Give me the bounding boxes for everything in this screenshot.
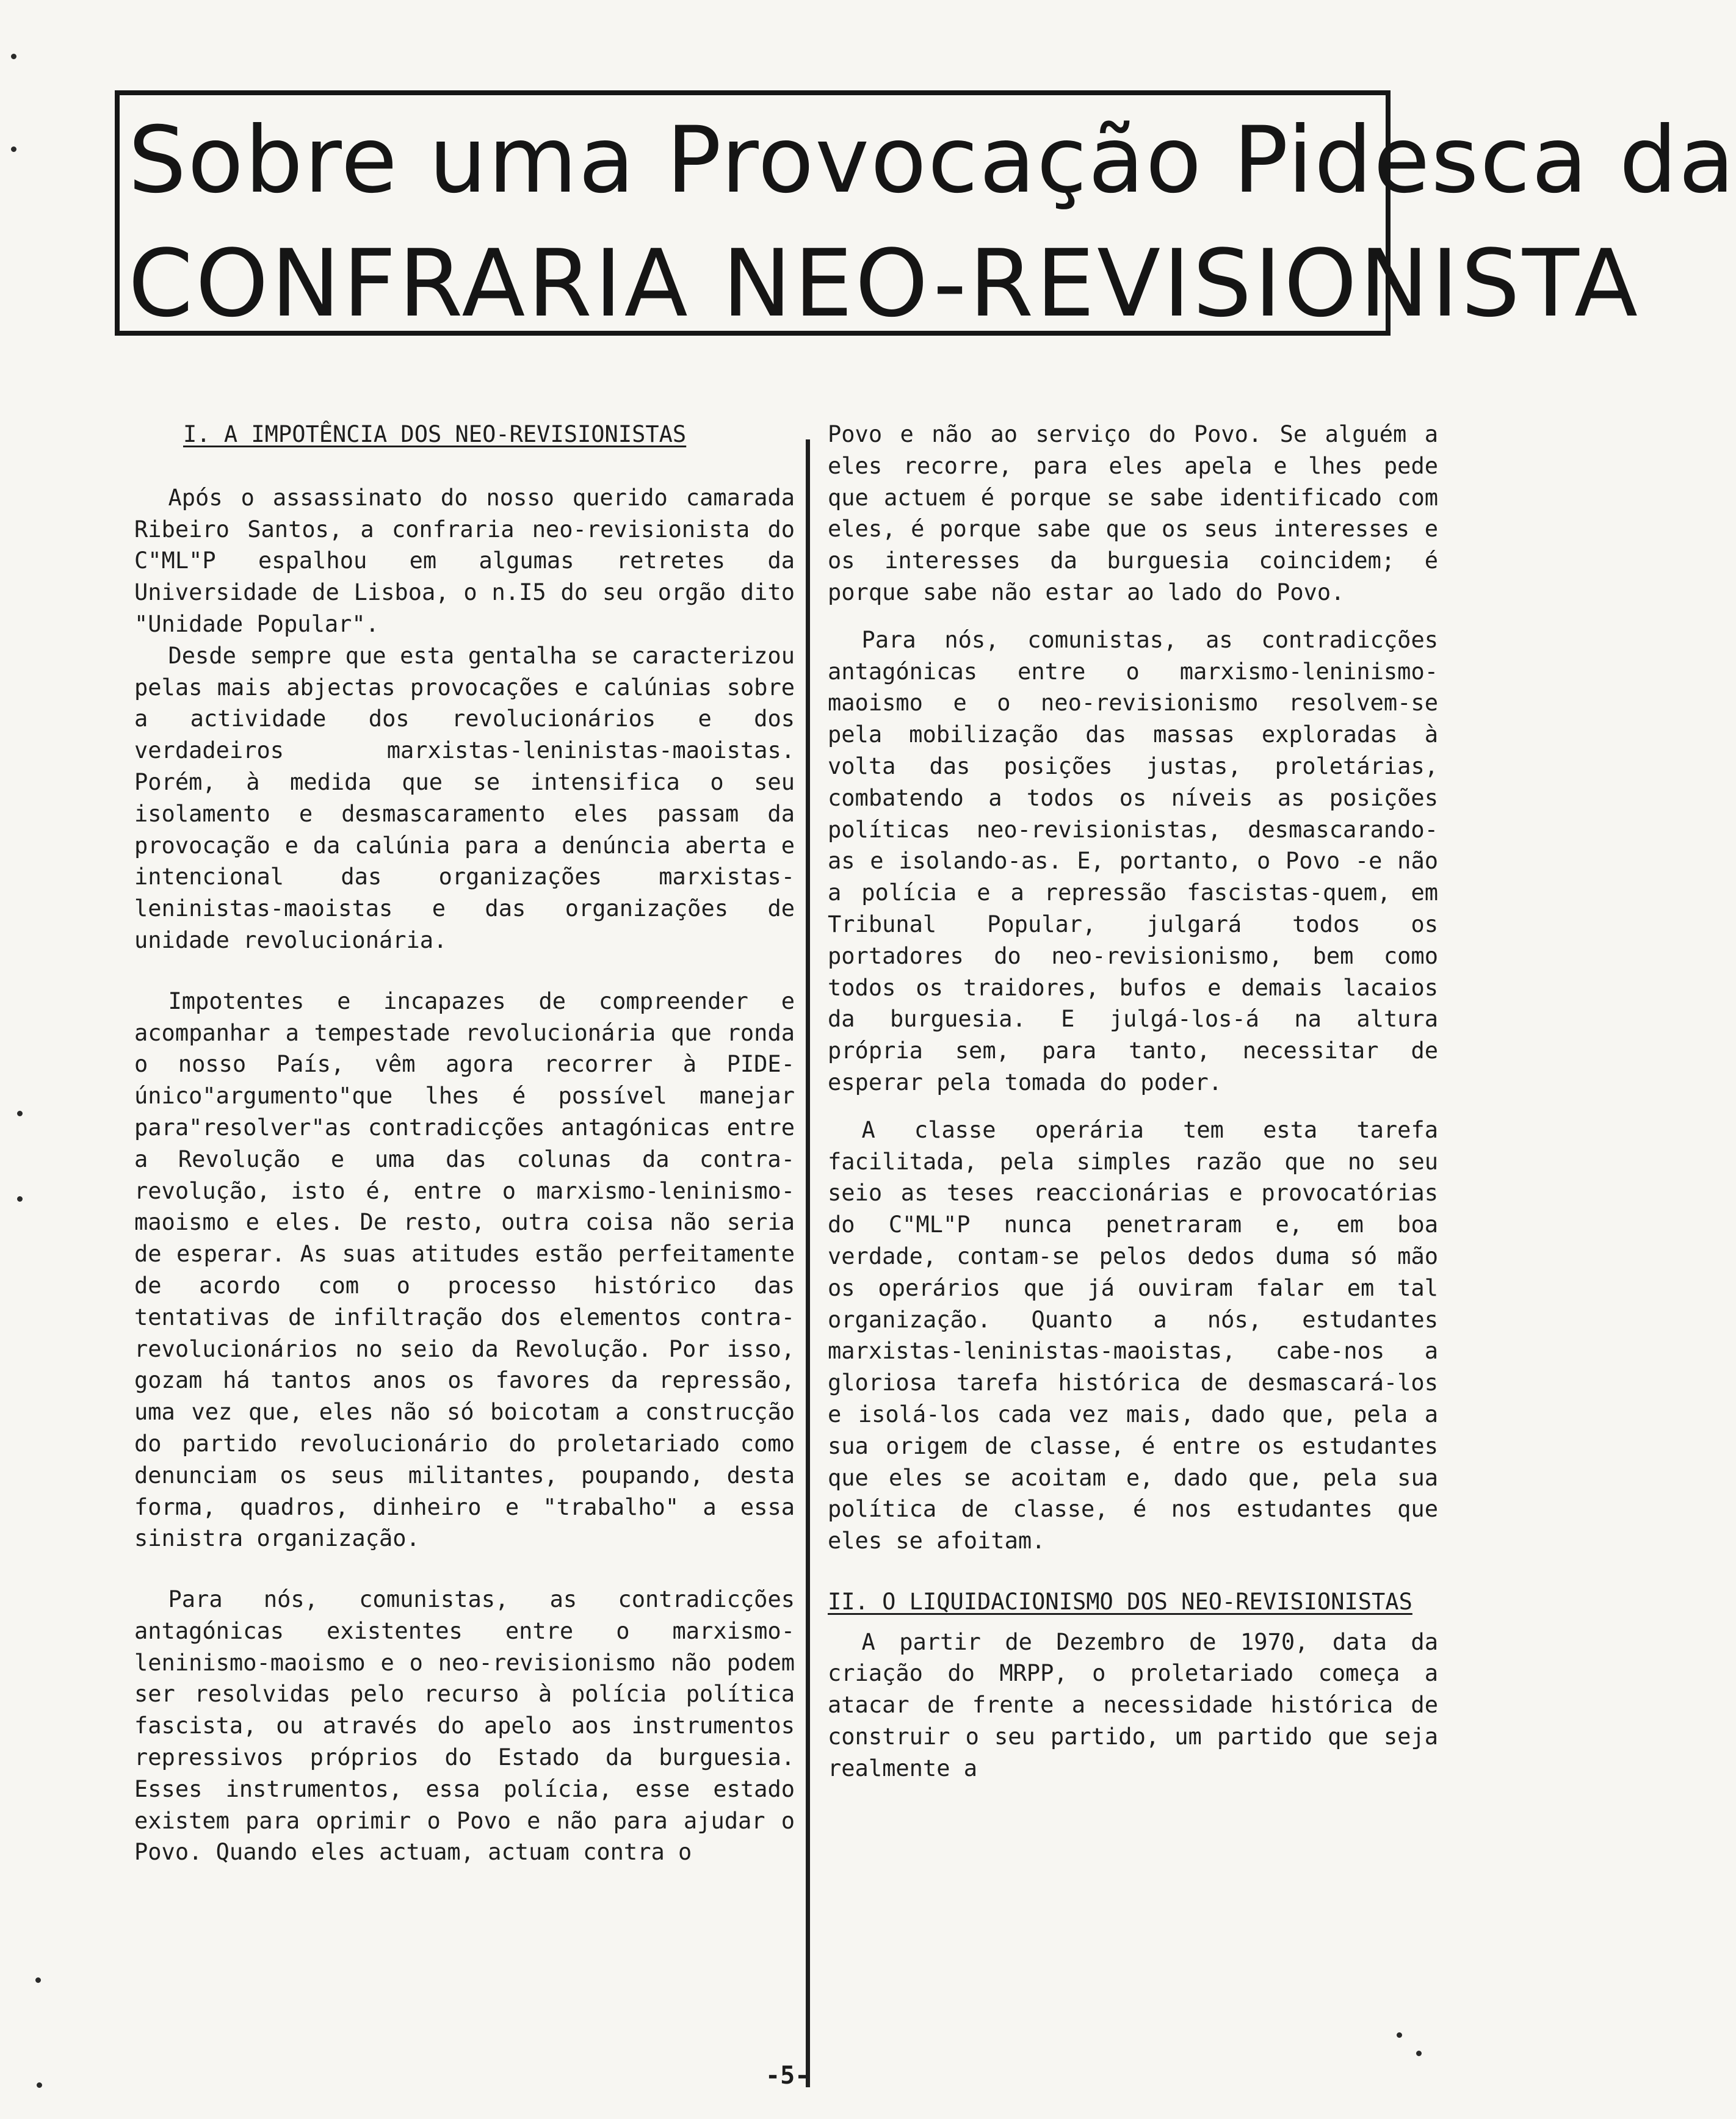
title-line-2: CONFRARIA NEO-REVISIONISTA [128,229,1640,338]
right-column [828,419,1438,1785]
section-heading-1: I. A IMPOTÊNCIA DOS NEO-REVISIONISTAS [183,421,687,447]
title-box [115,90,1736,338]
section-heading-2: II. O LIQUIDACIONISMO DOS NEO-REVISIONISTAS [828,1588,1412,1615]
scan-speck [11,146,16,152]
scan-speck [35,1977,41,1983]
scan-speck [17,1111,23,1116]
paragraph: Impotentes e incapazes de compreender e acompanhar a tempestade revolucionária que ronda o nosso País, vêm agora recorrer à PIDE-único"argumento"que lhes é possível manejar para"resolver"as contradicções antagónicas entre a Revolução e uma das colunas da contra-revolução, isto é, entre o marxismo-leninismo-maoismo e eles. De resto, outra coisa não seria de esperar. As suas atitudes estão perfeitamente de acordo com o processo histórico das tentativas de infiltração dos elementos contra-revolucionários no seio da Revolução. Por isso, gozam há tantos anos os favores da repressão, uma vez que, eles não só boicotam a construcção do partido revolucionário do proletariado como denunciam os seus militantes, poupando, desta forma, quadros, dinheiro e "trabalho" a essa sinistra organização. [134,987,795,1552]
title-line-1: Sobre uma Provocação Pidesca da [128,107,1736,214]
paragraph: Desde sempre que esta gentalha se caracterizou pelas mais abjectas provocações e calúnias sobre a actividade dos revolucionários e dos verdadeiros marxistas-leninistas-maoistas. Porém, à medida que se intensifica o seu isolamento e desmascaramento eles passam da provocação e da calúnia para a denúncia aberta e intencional das organizações marxistas-leninistas-maoistas e das organizações de unidade revolucionária. [134,642,795,953]
left-column [134,419,795,1868]
scan-speck [1397,2032,1402,2038]
paragraph: Para nós, comunistas, as contradicções antagónicas entre o marxismo-leninismo-maoismo e o neo-revisionismo resolvem-se pela mobilização das massas exploradas à volta das posições justas, proletárias, combatendo a todos os níveis as posições políticas neo-revisionistas, desmascarando-as e isolando-as. E, portanto, o Povo -e não a polícia e a repressão fascistas-quem, em Tribunal Popular, julgará todos os portadores do neo-revisionismo, bem como todos os traidores, bufos e demais lacaios da burguesia. E julgá-los-á na altura própria sem, para tanto, necessitar de esperar pela tomada do poder. [828,626,1438,1096]
paragraph: A classe operária tem esta tarefa facilitada, pela simples razão que no seu seio as teses reaccionárias e provocatórias do C"ML"P nunca penetraram e, em boa verdade, contam-se pelos dedos duma só mão os operários que já ouviram falar em tal organização. Quanto a nós, estudantes marxistas-leninistas-maoistas, cabe-nos a gloriosa tarefa histórica de desmascará-los e isolá-los cada vez mais, dado que, pela a sua origem de classe, é entre os estudantes que eles se acoitam e, dado que, pela sua política de classe, é nos estudantes que eles se afoitam. [828,1116,1438,1554]
scan-speck [1416,2051,1422,2056]
paragraph: Após o assassinato do nosso querido camarada Ribeiro Santos, a confraria neo-revisionista do C"ML"P espalhou em algumas retretes da Universidade de Lisboa, o n.I5 do seu orgão dito "Unidade Popular". [134,484,795,637]
page-number: -5- [765,2062,810,2090]
paragraph: A partir de Dezembro de 1970, data da criação do MRPP, o proletariado começa a atacar de frente a necessidade histórica de construir o seu partido, um partido que seja realmente a [828,1628,1438,1781]
paragraph: Povo e não ao serviço do Povo. Se alguém a eles recorre, para eles apela e lhes pede que actuem é porque se sabe identificado com eles, é porque sabe que os seus interesses e os interesses da burguesia coincidem; é porque sabe não estar ao lado do Povo. [828,421,1438,605]
scan-speck [11,54,16,59]
paragraph: Para nós, comunistas, as contradicções antagónicas existentes entre o marxismo-leninismo-maoismo e o neo-revisionismo não podem ser resolvidas pelo recurso à polícia política fascista, ou através do apelo aos instrumentos repressivos próprios do Estado da burguesia. Esses instrumentos, essa polícia, esse estado existem para oprimir o Povo e não para ajudar o Povo. Quando eles actuam, actuam contra o [134,1586,795,1866]
scan-speck [37,2082,42,2088]
column-divider [806,439,810,2087]
scan-speck [17,1196,23,1202]
